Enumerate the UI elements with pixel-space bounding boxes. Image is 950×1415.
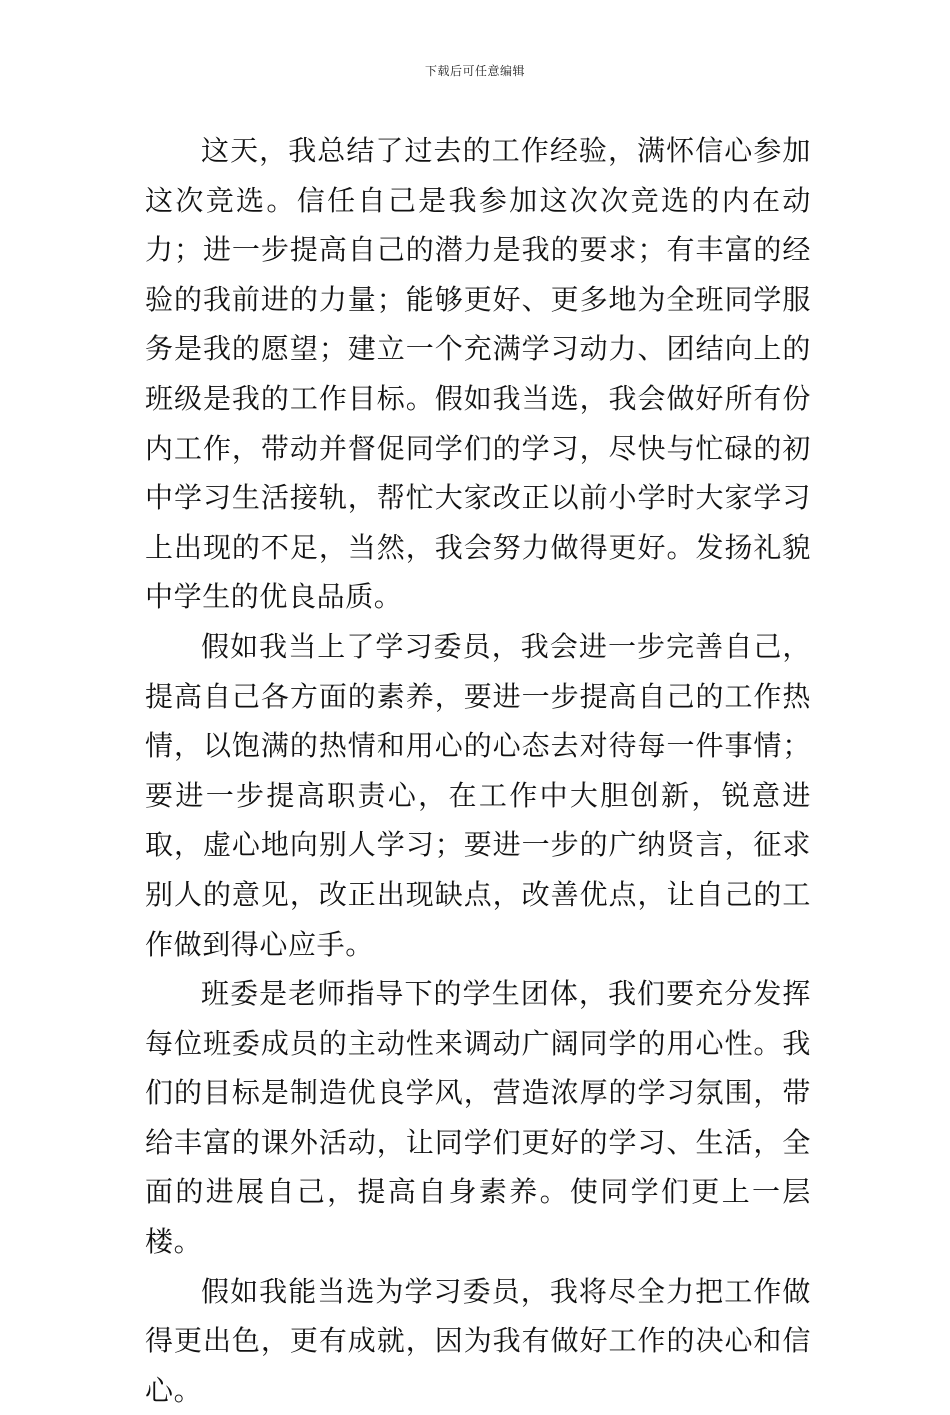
paragraph: 班委是老师指导下的学生团体，我们要充分发挥每位班委成员的主动性来调动广阔同学的用心性。我们的目标是制造优良学风，营造浓厚的学习氛围，带给丰富的课外活动，让同学们更好的学习、生活，全面的进展自己，提高自身素养。使同学们更上一层楼。 [145, 977, 811, 1259]
paragraph: 假如我能当选为学习委员，我将尽全力把工作做得更出色，更有成就，因为我有做好工作的决心和信心。 [145, 1274, 811, 1407]
paragraph: 这天，我总结了过去的工作经验，满怀信心参加这次竞选。信任自己是我参加这次次竞选的内在动力；进一步提高自己的潜力是我的要求；有丰富的经验的我前进的力量；能够更好、更多地为全班同学服务是我的愿望；建立一个充满学习动力、团结向上的班级是我的工作目标。假如我当选，我会做好所有份内工作，带动并督促同学们的学习，尽快与忙碌的初中学习生活接轨，帮忙大家改正以前小学时大家学习上出现的不足，当然，我会努力做得更好。发扬礼貌中学生的优良品质。 [145, 134, 811, 614]
paragraph: 假如我当上了学习委员，我会进一步完善自己，提高自己各方面的素养，要进一步提高自己的工作热情，以饱满的热情和用心的心态去对待每一件事情；要进一步提高职责心，在工作中大胆创新，锐意进取，虚心地向别人学习；要进一步的广纳贤言，征求别人的意见，改正出现缺点，改善优点，让自己的工作做到得心应手。 [145, 629, 811, 961]
document-body [145, 126, 811, 1415]
header-note: 下载后可任意编辑 [424, 64, 525, 78]
